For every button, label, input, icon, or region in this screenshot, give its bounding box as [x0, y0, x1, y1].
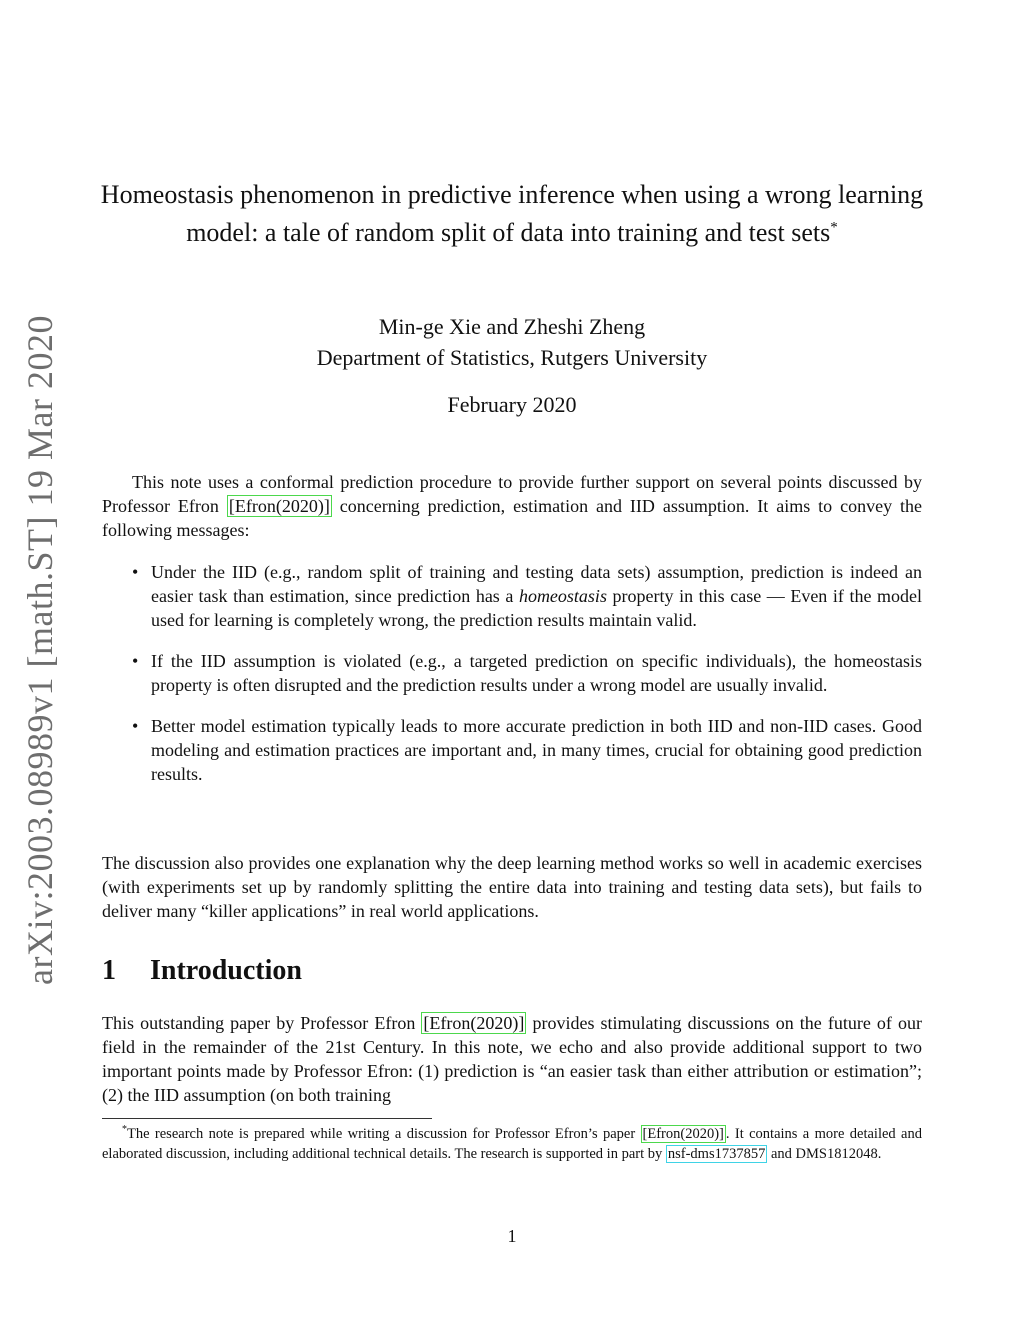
title-text: Homeostasis phenomenon in predictive inference when using a wrong learning model: a tale of random split of data into training and test sets — [100, 180, 924, 247]
bullet-icon: • — [132, 562, 139, 582]
bullet-3-text: Better model estimation typically leads to more accurate prediction in both IID and non-IID cases. Good modeling and estimation practices are important and, in many times, crucial for obtaining good prediction results. — [151, 716, 922, 784]
paper-title — [100, 176, 924, 252]
footnote-text-1: The research note is prepared while writing a discussion for Professor Efron’s paper — [127, 1126, 641, 1142]
bullet-1-text-a: Under the IID (e.g., random split of training and testing data sets) assumption, prediction is indeed an easier task than estimation, since prediction has a — [151, 562, 922, 606]
intro-paragraph — [102, 1011, 922, 1107]
grant-link[interactable]: nsf-dms1737857 — [667, 1146, 766, 1162]
authors: Min-ge Xie and Zheshi Zheng — [378, 314, 646, 339]
abstract — [102, 470, 922, 542]
bullet-icon: • — [132, 651, 139, 671]
footnote-text-3: and DMS1812048. — [767, 1146, 882, 1162]
list-item — [102, 649, 922, 697]
section-number: 1 — [102, 955, 116, 986]
citation-link[interactable]: [Efron(2020)] — [423, 1013, 525, 1033]
section-title: Introduction — [150, 955, 302, 986]
abstract-text-2: concerning prediction, estimation and IID assumption. It aims to convey the following messages: — [102, 496, 922, 540]
intro-text-1: This outstanding paper by Professor Efron — [102, 1013, 422, 1033]
affiliation: Department of Statistics, Rutgers University — [316, 345, 708, 370]
bullet-1-emphasis: homeostasis — [518, 586, 607, 606]
footnote-divider — [102, 1118, 432, 1119]
list-item — [102, 560, 922, 632]
citation-link[interactable]: [Efron(2020)] — [642, 1126, 724, 1142]
abstract-text-1: This note uses a conformal prediction procedure to provide further support on several points discussed by Professor Efron — [102, 472, 922, 516]
intro-text-2: provides stimulating discussions on the future of our field in the remainder of the 21st Century. In this note, we echo and also provide additional support to two important points made by Professor Efron: (1) prediction is “an easier task than either attribution or estimation”; (2) the IID assumption (on both training — [102, 1013, 922, 1105]
bullet-2-text: If the IID assumption is violated (e.g., a targeted prediction on specific individuals), the homeostasis property is often disrupted and the prediction results under a wrong model are usually invalid. — [151, 651, 922, 695]
title-footnote-mark: * — [830, 219, 838, 236]
discussion-paragraph: The discussion also provides one explanation why the deep learning method works so well in academic exercises (with experiments set up by randomly splitting the entire data into training and testing data sets), but fails to deliver many “killer applications” in real world applications. — [102, 853, 922, 921]
list-item — [102, 714, 922, 786]
footnote-mark: * — [122, 1124, 127, 1136]
footnote-text-2: . It contains a more detailed and elaborated discussion, including additional technical details. The research is supported in part by — [102, 1126, 922, 1162]
bullet-icon: • — [132, 716, 139, 736]
page-number: 1 — [507, 1226, 517, 1246]
section-heading — [102, 955, 302, 987]
footnote — [102, 1124, 922, 1164]
arxiv-identifier: arXiv:2003.08989v1 [math.ST] 19 Mar 2020 — [20, 315, 60, 985]
citation-link[interactable]: [Efron(2020)] — [228, 496, 330, 516]
date: February 2020 — [447, 392, 577, 417]
bullet-1-text-b: property in this case — Even if the model used for learning is completely wrong, the prediction results maintain valid. — [151, 586, 922, 630]
message-list — [102, 560, 922, 803]
